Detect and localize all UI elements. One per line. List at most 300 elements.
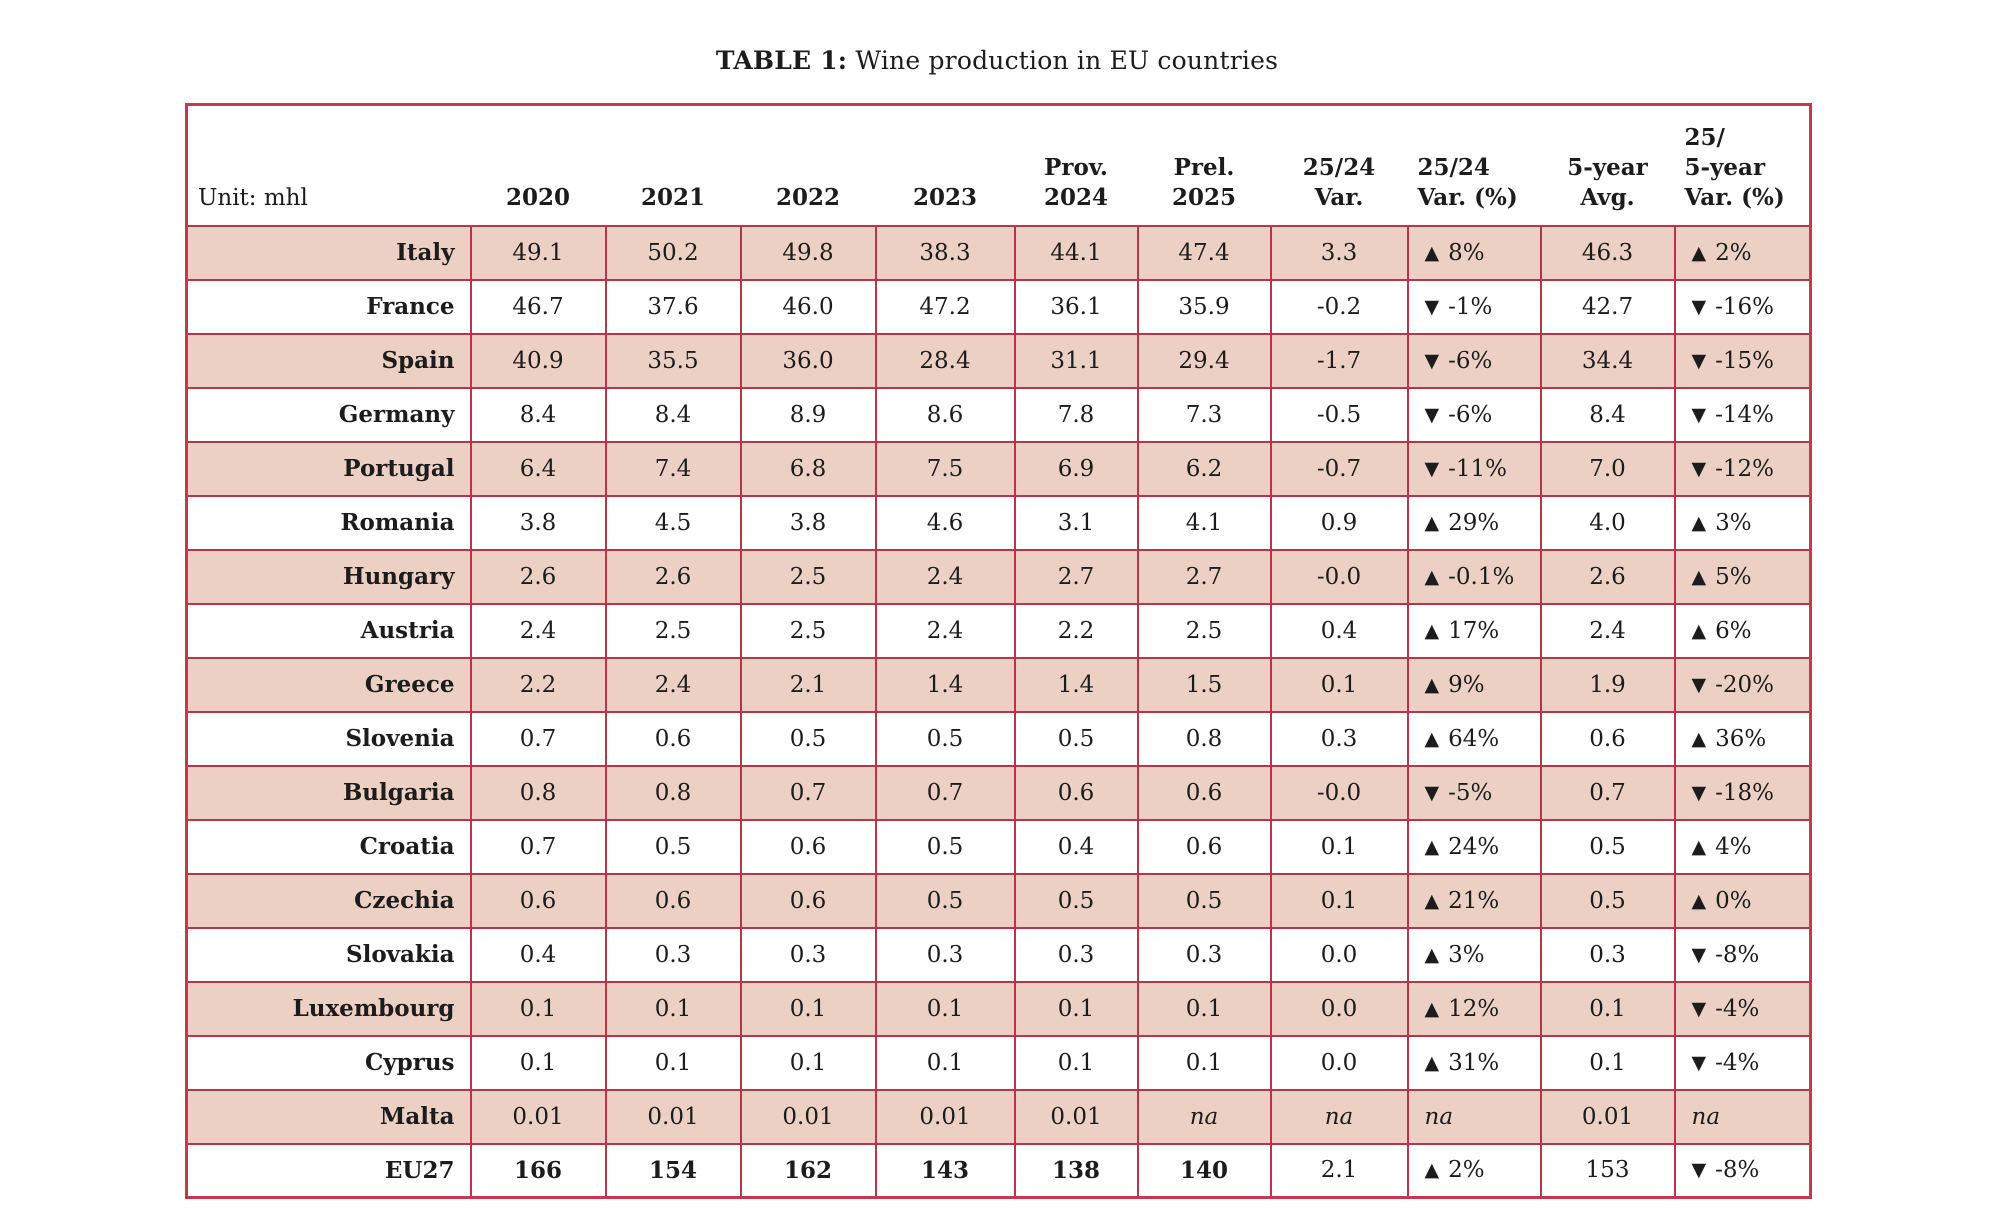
cell-value: 0.1 bbox=[1320, 671, 1358, 698]
cell-value: 0.1 bbox=[654, 995, 692, 1022]
cell-value: 8% bbox=[1448, 239, 1485, 266]
cell-value: 44.1 bbox=[1050, 239, 1102, 266]
data-cell-avg5 bbox=[1541, 982, 1675, 1036]
data-cell-y2020 bbox=[471, 928, 606, 982]
data-cell-y2020 bbox=[471, 280, 606, 334]
cell-value: 0.6 bbox=[519, 887, 557, 914]
data-cell-y2022 bbox=[741, 982, 876, 1036]
cell-value: -1% bbox=[1448, 293, 1493, 320]
data-cell-avg5 bbox=[1541, 334, 1675, 388]
cell-value: 2.1 bbox=[1320, 1157, 1358, 1184]
data-cell-prov2024 bbox=[1015, 658, 1138, 712]
col-header-line: 5-year bbox=[1684, 153, 1766, 181]
data-cell-prel2025 bbox=[1138, 388, 1271, 442]
cell-value: 34.4 bbox=[1581, 347, 1634, 374]
cell-value: 7.0 bbox=[1589, 455, 1626, 482]
cell-value: 0.7 bbox=[926, 779, 964, 806]
cell-value: 6% bbox=[1715, 617, 1752, 644]
data-cell-y2022 bbox=[741, 928, 876, 982]
cell-value: -11% bbox=[1448, 455, 1508, 482]
cell-value: 1.9 bbox=[1589, 671, 1626, 698]
cell-value: -6% bbox=[1448, 347, 1493, 374]
data-cell-avg5 bbox=[1541, 496, 1675, 550]
data-cell-y2023 bbox=[876, 928, 1015, 982]
data-cell-y2022 bbox=[741, 1090, 876, 1144]
cell-value: 0.5 bbox=[926, 725, 964, 752]
cell-value: 46.3 bbox=[1581, 239, 1634, 266]
col-header-var2524 bbox=[1271, 105, 1408, 226]
cell-value: 38.3 bbox=[919, 239, 971, 266]
up-arrow-icon: ▲ bbox=[1424, 1051, 1440, 1074]
cell-value: 162 bbox=[783, 1156, 832, 1184]
data-cell-y2023 bbox=[876, 874, 1015, 928]
data-cell-varpct bbox=[1408, 928, 1541, 982]
col-header-prel2025 bbox=[1138, 105, 1271, 226]
cell-value: 24% bbox=[1448, 833, 1500, 860]
cell-value: 0.01 bbox=[1050, 1103, 1102, 1130]
data-cell-prel2025 bbox=[1138, 1036, 1271, 1090]
data-cell-avg5 bbox=[1541, 766, 1675, 820]
data-cell-y2020 bbox=[471, 766, 606, 820]
cell-value: 2.4 bbox=[926, 563, 964, 590]
table-row-austria bbox=[187, 604, 1811, 658]
cell-value: 0.6 bbox=[654, 725, 692, 752]
data-cell-varpct bbox=[1408, 334, 1541, 388]
data-cell-prov2024 bbox=[1015, 1090, 1138, 1144]
cell-value: 4% bbox=[1715, 833, 1752, 860]
col-header-varpct bbox=[1408, 105, 1541, 226]
data-cell-prov2024 bbox=[1015, 1144, 1138, 1198]
cell-value: 0.7 bbox=[519, 833, 557, 860]
wine-production-table bbox=[185, 103, 1812, 1199]
data-cell-prel2025 bbox=[1138, 226, 1271, 280]
table-row-malta bbox=[187, 1090, 1811, 1144]
col-header-line: Prov. bbox=[1044, 153, 1108, 181]
data-cell-prov2024 bbox=[1015, 280, 1138, 334]
country-label: EU27 bbox=[187, 1144, 471, 1198]
data-cell-var2524 bbox=[1271, 1090, 1408, 1144]
col-header-line: 25/24 bbox=[1302, 153, 1376, 181]
cell-value: 31% bbox=[1448, 1049, 1500, 1076]
country-label: Greece bbox=[187, 658, 471, 712]
data-cell-prel2025 bbox=[1138, 928, 1271, 982]
cell-value: 0.5 bbox=[1057, 725, 1095, 752]
table-row-spain bbox=[187, 334, 1811, 388]
country-label: Luxembourg bbox=[187, 982, 471, 1036]
cell-value: -0.7 bbox=[1316, 455, 1362, 482]
cell-value: 0.1 bbox=[789, 995, 827, 1022]
cell-value: 0.3 bbox=[1320, 725, 1358, 752]
table-title-label: TABLE 1: bbox=[715, 46, 848, 75]
cell-value: 29% bbox=[1448, 509, 1500, 536]
data-cell-y2020 bbox=[471, 712, 606, 766]
data-cell-var5pct bbox=[1675, 442, 1811, 496]
data-cell-y2020 bbox=[471, 226, 606, 280]
cell-value: 3.8 bbox=[519, 509, 557, 536]
data-cell-avg5 bbox=[1541, 280, 1675, 334]
cell-value: 0.01 bbox=[512, 1103, 564, 1130]
data-cell-y2023 bbox=[876, 712, 1015, 766]
country-label: France bbox=[187, 280, 471, 334]
cell-value: 153 bbox=[1585, 1157, 1630, 1184]
data-cell-avg5 bbox=[1541, 442, 1675, 496]
cell-value: 35.9 bbox=[1178, 293, 1230, 320]
data-cell-varpct bbox=[1408, 442, 1541, 496]
data-cell-var5pct bbox=[1675, 496, 1811, 550]
data-cell-prel2025 bbox=[1138, 874, 1271, 928]
data-cell-y2020 bbox=[471, 982, 606, 1036]
country-label: Czechia bbox=[187, 874, 471, 928]
data-cell-var5pct bbox=[1675, 712, 1811, 766]
country-label: Romania bbox=[187, 496, 471, 550]
data-cell-y2021 bbox=[606, 496, 741, 550]
cell-value: 0.0 bbox=[1320, 995, 1358, 1022]
data-cell-prel2025 bbox=[1138, 820, 1271, 874]
data-cell-y2020 bbox=[471, 388, 606, 442]
up-arrow-icon: ▲ bbox=[1424, 997, 1440, 1020]
data-cell-prov2024 bbox=[1015, 388, 1138, 442]
data-cell-y2020 bbox=[471, 1090, 606, 1144]
table-row-romania bbox=[187, 496, 1811, 550]
table-title-text: Wine production in EU countries bbox=[855, 46, 1279, 75]
data-cell-varpct bbox=[1408, 712, 1541, 766]
down-arrow-icon: ▼ bbox=[1424, 403, 1440, 426]
down-arrow-icon: ▼ bbox=[1424, 295, 1440, 318]
data-cell-prov2024 bbox=[1015, 442, 1138, 496]
data-cell-prov2024 bbox=[1015, 334, 1138, 388]
cell-value: 2.4 bbox=[926, 617, 964, 644]
up-arrow-icon: ▲ bbox=[1691, 889, 1707, 912]
data-cell-y2021 bbox=[606, 766, 741, 820]
cell-value: 2.4 bbox=[654, 671, 692, 698]
cell-value: 2.5 bbox=[654, 617, 692, 644]
cell-value: 0.4 bbox=[1320, 617, 1358, 644]
cell-value: -20% bbox=[1715, 671, 1775, 698]
table-row-italy bbox=[187, 226, 1811, 280]
country-label: Spain bbox=[187, 334, 471, 388]
col-header-prov2024 bbox=[1015, 105, 1138, 226]
data-cell-var2524 bbox=[1271, 280, 1408, 334]
col-header-line: 2022 bbox=[775, 183, 840, 211]
up-arrow-icon: ▲ bbox=[1424, 1159, 1440, 1182]
up-arrow-icon: ▲ bbox=[1424, 943, 1440, 966]
up-arrow-icon: ▲ bbox=[1691, 565, 1707, 588]
cell-value: 2.6 bbox=[519, 563, 557, 590]
cell-value: 0.3 bbox=[654, 941, 692, 968]
cell-value: 0.0 bbox=[1320, 941, 1358, 968]
col-header-line: 5-year bbox=[1567, 153, 1648, 181]
cell-value: 6.2 bbox=[1185, 455, 1223, 482]
cell-value: -8% bbox=[1715, 941, 1760, 968]
col-header-line: Var. (%) bbox=[1684, 183, 1785, 211]
cell-value: 50.2 bbox=[647, 239, 699, 266]
cell-value: 49.1 bbox=[512, 239, 564, 266]
data-cell-y2022 bbox=[741, 226, 876, 280]
up-arrow-icon: ▲ bbox=[1691, 241, 1707, 264]
cell-value: 0.1 bbox=[519, 995, 557, 1022]
data-cell-varpct bbox=[1408, 1144, 1541, 1198]
up-arrow-icon: ▲ bbox=[1691, 619, 1707, 642]
cell-value: 0.6 bbox=[1185, 779, 1223, 806]
cell-value: -0.0 bbox=[1316, 563, 1362, 590]
data-cell-y2021 bbox=[606, 1144, 741, 1198]
data-cell-prel2025 bbox=[1138, 550, 1271, 604]
cell-value: 0.4 bbox=[1057, 833, 1095, 860]
data-cell-y2021 bbox=[606, 874, 741, 928]
data-cell-y2020 bbox=[471, 442, 606, 496]
cell-value: 0.5 bbox=[926, 833, 964, 860]
data-cell-varpct bbox=[1408, 496, 1541, 550]
up-arrow-icon: ▲ bbox=[1424, 727, 1440, 750]
data-cell-prel2025 bbox=[1138, 442, 1271, 496]
up-arrow-icon: ▲ bbox=[1424, 511, 1440, 534]
cell-value: 0.8 bbox=[654, 779, 692, 806]
cell-value: 2.6 bbox=[654, 563, 692, 590]
data-cell-var5pct bbox=[1675, 334, 1811, 388]
data-cell-y2023 bbox=[876, 1144, 1015, 1198]
country-label: Portugal bbox=[187, 442, 471, 496]
cell-value: 0.1 bbox=[926, 1049, 964, 1076]
data-cell-y2022 bbox=[741, 550, 876, 604]
data-cell-varpct bbox=[1408, 1090, 1541, 1144]
col-header-y2022 bbox=[741, 105, 876, 226]
cell-value: 0.1 bbox=[1320, 887, 1358, 914]
cell-value: 0.4 bbox=[519, 941, 557, 968]
data-cell-y2022 bbox=[741, 388, 876, 442]
cell-value: 0.1 bbox=[654, 1049, 692, 1076]
data-cell-y2023 bbox=[876, 1036, 1015, 1090]
data-cell-avg5 bbox=[1541, 226, 1675, 280]
data-cell-prov2024 bbox=[1015, 226, 1138, 280]
cell-value: -5% bbox=[1448, 779, 1493, 806]
data-cell-prel2025 bbox=[1138, 766, 1271, 820]
down-arrow-icon: ▼ bbox=[1691, 943, 1707, 966]
cell-value: 0.5 bbox=[1185, 887, 1223, 914]
cell-value: 7.4 bbox=[654, 455, 692, 482]
data-cell-prel2025 bbox=[1138, 712, 1271, 766]
data-cell-y2022 bbox=[741, 280, 876, 334]
data-cell-var5pct bbox=[1675, 874, 1811, 928]
cell-value: 0.3 bbox=[789, 941, 827, 968]
col-header-line: 25/24 bbox=[1417, 153, 1490, 181]
cell-value: 2.5 bbox=[1185, 617, 1223, 644]
data-cell-var5pct bbox=[1675, 982, 1811, 1036]
data-cell-var2524 bbox=[1271, 388, 1408, 442]
cell-value: 0.5 bbox=[1057, 887, 1095, 914]
col-header-var5pct bbox=[1675, 105, 1811, 226]
cell-value: 8.4 bbox=[654, 401, 692, 428]
data-cell-prel2025 bbox=[1138, 604, 1271, 658]
cell-value: 1.4 bbox=[926, 671, 964, 698]
table-container bbox=[185, 103, 1809, 1199]
data-cell-var5pct bbox=[1675, 658, 1811, 712]
cell-value: 0.8 bbox=[519, 779, 557, 806]
data-cell-y2023 bbox=[876, 334, 1015, 388]
cell-value: -0.1% bbox=[1448, 563, 1515, 590]
cell-value: 2.7 bbox=[1185, 563, 1223, 590]
cell-value: 0.6 bbox=[1185, 833, 1223, 860]
data-cell-var5pct bbox=[1675, 388, 1811, 442]
data-cell-var5pct bbox=[1675, 820, 1811, 874]
cell-value: 0.5 bbox=[926, 887, 964, 914]
data-cell-y2022 bbox=[741, 766, 876, 820]
cell-value: 2% bbox=[1715, 239, 1752, 266]
data-cell-avg5 bbox=[1541, 1090, 1675, 1144]
cell-value: -18% bbox=[1715, 779, 1775, 806]
table-row-cyprus bbox=[187, 1036, 1811, 1090]
cell-value: 143 bbox=[920, 1156, 969, 1184]
up-arrow-icon: ▲ bbox=[1424, 241, 1440, 264]
data-cell-y2020 bbox=[471, 1036, 606, 1090]
table-row-hungary bbox=[187, 550, 1811, 604]
cell-value: -15% bbox=[1715, 347, 1775, 374]
up-arrow-icon: ▲ bbox=[1691, 727, 1707, 750]
data-cell-y2022 bbox=[741, 820, 876, 874]
data-cell-y2021 bbox=[606, 334, 741, 388]
col-header-line: Var. (%) bbox=[1417, 183, 1518, 211]
cell-value: 0.9 bbox=[1320, 509, 1358, 536]
col-header-y2020 bbox=[471, 105, 606, 226]
cell-value: 0.1 bbox=[789, 1049, 827, 1076]
down-arrow-icon: ▼ bbox=[1424, 349, 1440, 372]
down-arrow-icon: ▼ bbox=[1691, 673, 1707, 696]
cell-value: 46.0 bbox=[782, 293, 834, 320]
data-cell-y2021 bbox=[606, 820, 741, 874]
data-cell-varpct bbox=[1408, 388, 1541, 442]
cell-value: 9% bbox=[1448, 671, 1485, 698]
cell-value: 0.8 bbox=[1185, 725, 1223, 752]
data-cell-var5pct bbox=[1675, 928, 1811, 982]
cell-value: 6.8 bbox=[789, 455, 827, 482]
data-cell-prov2024 bbox=[1015, 496, 1138, 550]
table-row-portugal bbox=[187, 442, 1811, 496]
data-cell-prel2025 bbox=[1138, 982, 1271, 1036]
data-cell-prel2025 bbox=[1138, 280, 1271, 334]
data-cell-var2524 bbox=[1271, 334, 1408, 388]
cell-value: 5% bbox=[1715, 563, 1752, 590]
cell-value: 40.9 bbox=[512, 347, 564, 374]
data-cell-y2021 bbox=[606, 982, 741, 1036]
data-cell-var2524 bbox=[1271, 874, 1408, 928]
col-header-line: Prel. bbox=[1173, 153, 1235, 181]
country-label: Austria bbox=[187, 604, 471, 658]
cell-value: 0.01 bbox=[782, 1103, 834, 1130]
data-cell-avg5 bbox=[1541, 388, 1675, 442]
data-cell-var2524 bbox=[1271, 658, 1408, 712]
table-row-bulgaria bbox=[187, 766, 1811, 820]
table-row-france bbox=[187, 280, 1811, 334]
data-cell-y2020 bbox=[471, 604, 606, 658]
cell-value: 0.1 bbox=[1589, 1049, 1626, 1076]
cell-value: -0.0 bbox=[1316, 779, 1362, 806]
data-cell-var2524 bbox=[1271, 226, 1408, 280]
data-cell-var2524 bbox=[1271, 1036, 1408, 1090]
cell-value: 29.4 bbox=[1178, 347, 1230, 374]
data-cell-var2524 bbox=[1271, 712, 1408, 766]
data-cell-prov2024 bbox=[1015, 766, 1138, 820]
cell-value: 6.4 bbox=[519, 455, 557, 482]
cell-value: 2.1 bbox=[789, 671, 827, 698]
cell-value: 36% bbox=[1715, 725, 1767, 752]
cell-value: -6% bbox=[1448, 401, 1493, 428]
data-cell-prel2025 bbox=[1138, 1090, 1271, 1144]
country-label: Germany bbox=[187, 388, 471, 442]
cell-value: 12% bbox=[1448, 995, 1500, 1022]
cell-value: -0.5 bbox=[1316, 401, 1362, 428]
cell-value: 0.1 bbox=[926, 995, 964, 1022]
data-cell-var2524 bbox=[1271, 820, 1408, 874]
country-label: Croatia bbox=[187, 820, 471, 874]
down-arrow-icon: ▼ bbox=[1691, 781, 1707, 804]
data-cell-varpct bbox=[1408, 874, 1541, 928]
data-cell-avg5 bbox=[1541, 1144, 1675, 1198]
data-cell-prel2025 bbox=[1138, 1144, 1271, 1198]
cell-value: 4.6 bbox=[926, 509, 964, 536]
cell-value: 1.4 bbox=[1057, 671, 1095, 698]
data-cell-y2023 bbox=[876, 820, 1015, 874]
cell-value: 2.2 bbox=[519, 671, 557, 698]
data-cell-y2023 bbox=[876, 388, 1015, 442]
cell-value: 8.4 bbox=[519, 401, 557, 428]
data-cell-y2023 bbox=[876, 496, 1015, 550]
cell-value: na bbox=[1424, 1103, 1454, 1130]
data-cell-prov2024 bbox=[1015, 820, 1138, 874]
data-cell-var5pct bbox=[1675, 766, 1811, 820]
col-header-avg5 bbox=[1541, 105, 1675, 226]
cell-value: 1.5 bbox=[1185, 671, 1223, 698]
col-header-line: 2021 bbox=[640, 183, 705, 211]
data-cell-varpct bbox=[1408, 820, 1541, 874]
cell-value: 0.1 bbox=[1589, 995, 1626, 1022]
data-cell-prov2024 bbox=[1015, 550, 1138, 604]
cell-value: 49.8 bbox=[782, 239, 834, 266]
country-label: Italy bbox=[187, 226, 471, 280]
cell-value: 0.6 bbox=[789, 887, 827, 914]
data-cell-var2524 bbox=[1271, 550, 1408, 604]
data-cell-y2022 bbox=[741, 874, 876, 928]
cell-value: 3% bbox=[1448, 941, 1485, 968]
cell-value: 2.6 bbox=[1589, 563, 1626, 590]
data-cell-y2020 bbox=[471, 550, 606, 604]
data-cell-var5pct bbox=[1675, 1036, 1811, 1090]
data-cell-y2023 bbox=[876, 604, 1015, 658]
col-header-line: 2020 bbox=[505, 183, 570, 211]
cell-value: 140 bbox=[1179, 1156, 1228, 1184]
cell-value: 47.2 bbox=[919, 293, 971, 320]
down-arrow-icon: ▼ bbox=[1691, 997, 1707, 1020]
cell-value: 0.5 bbox=[1589, 833, 1626, 860]
data-cell-y2023 bbox=[876, 226, 1015, 280]
data-cell-y2021 bbox=[606, 280, 741, 334]
cell-value: 0.1 bbox=[1185, 1049, 1223, 1076]
cell-value: 3.1 bbox=[1057, 509, 1095, 536]
data-cell-var2524 bbox=[1271, 496, 1408, 550]
data-cell-prov2024 bbox=[1015, 874, 1138, 928]
data-cell-varpct bbox=[1408, 766, 1541, 820]
data-cell-avg5 bbox=[1541, 820, 1675, 874]
data-cell-y2023 bbox=[876, 442, 1015, 496]
cell-value: -0.2 bbox=[1316, 293, 1362, 320]
data-cell-y2021 bbox=[606, 604, 741, 658]
down-arrow-icon: ▼ bbox=[1691, 295, 1707, 318]
data-cell-avg5 bbox=[1541, 928, 1675, 982]
data-cell-y2020 bbox=[471, 334, 606, 388]
cell-value: 0.01 bbox=[647, 1103, 699, 1130]
cell-value: 6.9 bbox=[1057, 455, 1095, 482]
cell-value: 2.2 bbox=[1057, 617, 1095, 644]
cell-value: 138 bbox=[1051, 1156, 1100, 1184]
data-cell-prov2024 bbox=[1015, 712, 1138, 766]
